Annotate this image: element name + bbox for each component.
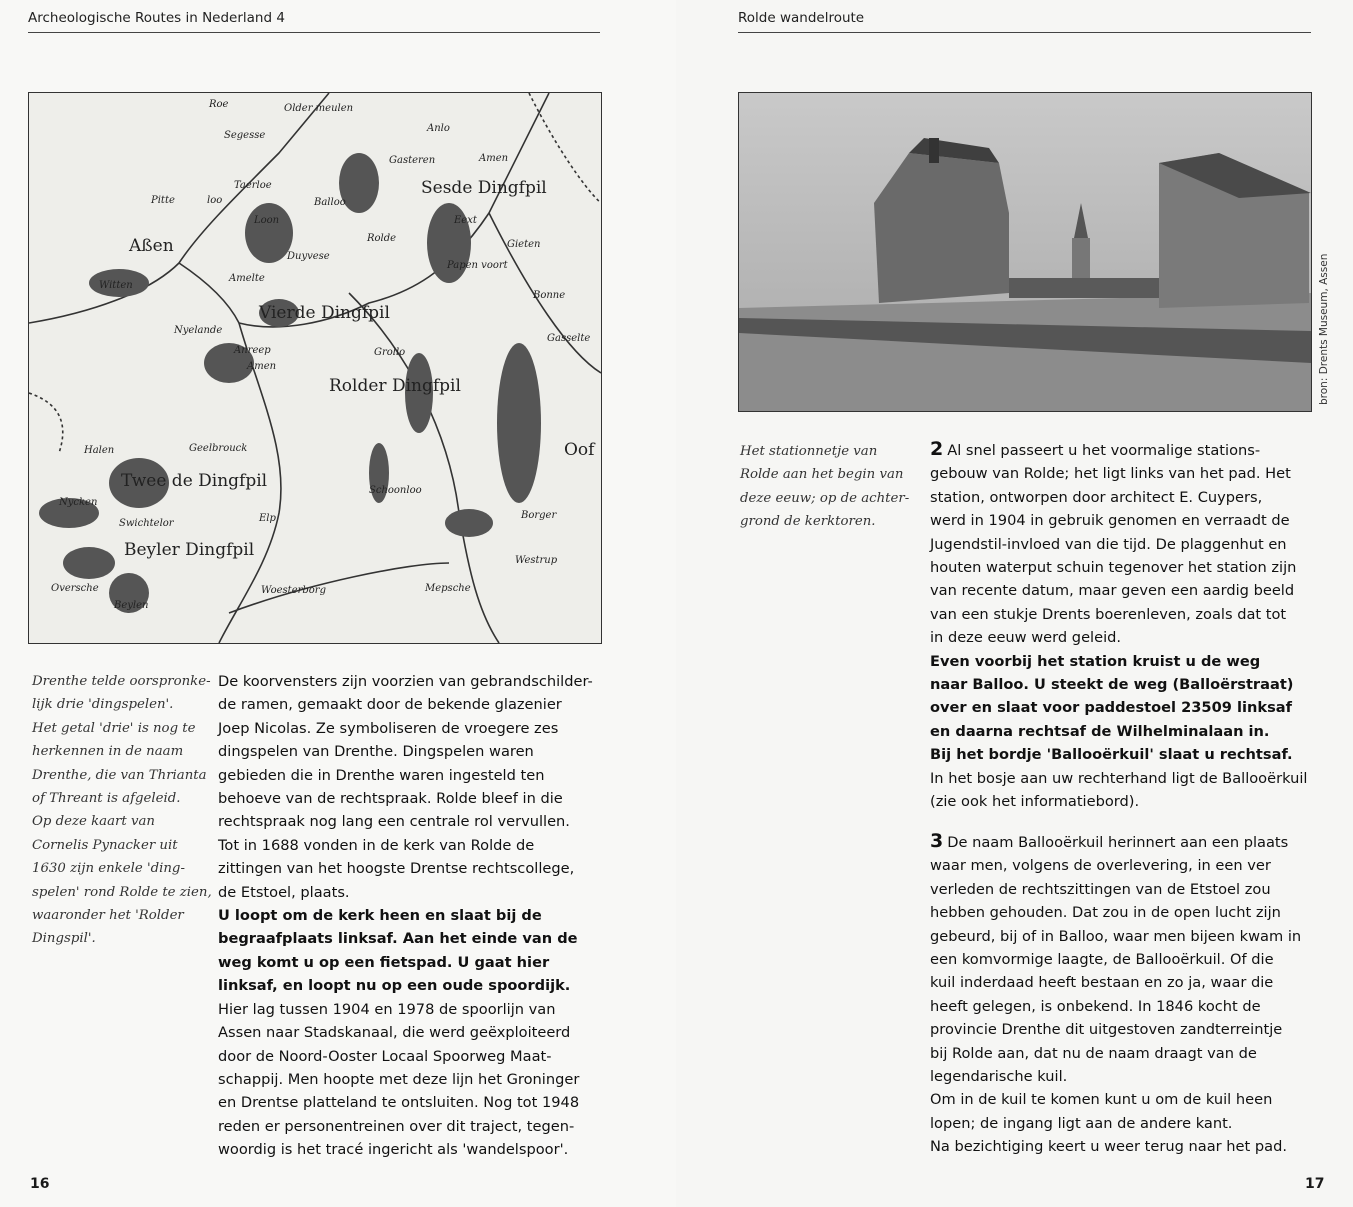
- map-label: Duyvese: [287, 251, 330, 262]
- section-2: [930, 438, 1307, 814]
- line-text: hebben gehouden. Dat zou in de open lucht zijn: [930, 904, 1281, 922]
- map-label: Amen: [479, 153, 509, 164]
- line-text: lopen; de ingang ligt aan de andere kant.: [930, 1114, 1233, 1132]
- section-number: 2: [930, 438, 944, 460]
- map-label: Westrup: [515, 555, 558, 566]
- map-label: Gasselte: [547, 333, 591, 344]
- line-text: U loopt om de kerk heen en slaat bij de: [218, 907, 542, 925]
- line-text: door de Noord-Ooster Locaal Spoorweg Maat-: [218, 1047, 552, 1065]
- line-text: houten waterput schuin tegenover het station zijn: [930, 559, 1297, 577]
- map-drawing: [29, 93, 601, 643]
- body-text-line: [218, 834, 593, 857]
- body-text-line: [218, 787, 593, 810]
- line-text: Even voorbij het station kruist u de weg: [930, 652, 1261, 670]
- map-label: Aßen: [129, 236, 174, 256]
- page-number: 17: [1305, 1176, 1325, 1192]
- map-label: Nycken: [59, 497, 98, 508]
- line-text: begraafplaats linksaf. Aan het einde van de: [218, 930, 578, 948]
- map-label: Bonne: [533, 290, 566, 301]
- body-text-line: [930, 438, 1307, 462]
- body-text-line: [218, 693, 593, 716]
- line-text: en Drentse platteland te ontsluiten. Nog tot 1948: [218, 1094, 580, 1112]
- header-rule: [738, 32, 1311, 33]
- line-text: heeft gelegen, is onbekend. In 1846 kocht de: [930, 997, 1261, 1015]
- header-rule: [28, 32, 600, 33]
- body-text-line: [218, 1091, 593, 1114]
- body-text-line: [930, 948, 1301, 971]
- body-text-line: [930, 901, 1301, 924]
- caption-line: Op deze kaart van: [32, 814, 155, 830]
- line-text: woordig is het tracé ingericht als 'wandelspoor'.: [218, 1141, 569, 1159]
- map-label: Eext: [454, 215, 477, 226]
- page-number: 16: [30, 1176, 50, 1192]
- line-text: Hier lag tussen 1904 en 1978 de spoorlijn van: [218, 1000, 556, 1018]
- line-text: Om in de kuil te komen kunt u om de kuil heen: [930, 1091, 1273, 1109]
- line-text: en daarna rechtsaf de Wilhelminalaan in.: [930, 722, 1270, 740]
- caption-line: 1630 zijn enkele 'ding-: [32, 861, 185, 877]
- body-text-line: [930, 790, 1307, 813]
- map-label: Oof: [564, 440, 595, 460]
- line-text: zittingen van het hoogste Drentse rechtscollege,: [218, 860, 575, 878]
- map-label: Grollo: [374, 347, 406, 358]
- body-text-line: [930, 1042, 1301, 1065]
- caption-line: Dingspil'.: [32, 931, 96, 947]
- map-label: Vierde Dingfpil: [259, 303, 390, 323]
- map-label: Borger: [521, 510, 557, 521]
- map-label: Anlo: [427, 123, 450, 134]
- map-label: Older meulen: [284, 103, 354, 114]
- route-instruction-line: [930, 743, 1307, 766]
- map-label: Amelte: [229, 273, 265, 284]
- map-label: Segesse: [224, 130, 266, 141]
- body-text-line: [218, 881, 593, 904]
- map-label: Oversche: [51, 583, 99, 594]
- route-instruction-line: [930, 696, 1307, 719]
- caption-line: of Threant is afgeleid.: [32, 791, 181, 807]
- map-label: Twee de Dingfpil: [121, 471, 268, 491]
- line-text: gebeurd, bij of in Balloo, waar men bijeen kwam in: [930, 927, 1302, 945]
- running-head: Archeologische Routes in Nederland 4: [28, 10, 285, 26]
- map-label: Nyelande: [174, 325, 223, 336]
- body-text-line: [930, 1112, 1301, 1135]
- left-body-text: [218, 670, 593, 1162]
- caption-line: deze eeuw; op de achter-: [740, 490, 910, 506]
- line-text: Al snel passeert u het voormalige stations-: [947, 442, 1261, 459]
- map-label: Schoonloo: [369, 485, 422, 496]
- map-label: Woesterborg: [261, 585, 326, 596]
- line-text: linksaf, en loopt nu op een oude spoordijk.: [218, 977, 571, 995]
- caption-line: grond de kerktoren.: [740, 514, 876, 530]
- body-text-line: [930, 603, 1307, 626]
- map-label: Witten: [99, 280, 133, 291]
- body-text-line: [218, 764, 593, 787]
- map-label: Amen: [247, 361, 277, 372]
- map-label: Mepsche: [425, 583, 471, 594]
- line-text: schappij. Men hoopte met deze lijn het Groninger: [218, 1070, 580, 1088]
- caption-line: Het stationnetje van: [740, 444, 878, 459]
- line-text: kuil inderdaad heeft bestaan en zo ja, waar die: [930, 974, 1274, 992]
- map-label: Roe: [209, 99, 229, 110]
- body-text-line: [930, 971, 1301, 994]
- photo-caption: [740, 440, 909, 534]
- line-text: in deze eeuw werd geleid.: [930, 629, 1122, 647]
- section-2-text: [930, 438, 1307, 814]
- body-text-line: [930, 533, 1307, 556]
- body-text-line: [218, 1021, 593, 1044]
- route-instruction-line: [930, 720, 1307, 743]
- route-instruction-line: [930, 673, 1307, 696]
- body-text-line: [218, 1045, 593, 1068]
- map-label: Geelbrouck: [189, 443, 248, 454]
- body-text-line: [930, 462, 1307, 485]
- route-instruction-line: [218, 974, 593, 997]
- caption-line: Het getal 'drie' is nog te: [32, 720, 196, 736]
- line-text: gebouw van Rolde; het ligt links van het pad. Het: [930, 465, 1291, 483]
- body-text-line: [930, 486, 1307, 509]
- line-text: gebieden die in Drenthe waren ingesteld ten: [218, 766, 545, 784]
- line-text: bij Rolde aan, dat nu de naam draagt van de: [930, 1044, 1257, 1062]
- caption-line: Drenthe telde oorspronke-: [32, 674, 211, 689]
- map-label: Taerloe: [234, 180, 272, 191]
- body-text-line: [930, 1135, 1301, 1158]
- body-text-line: [218, 670, 593, 693]
- body-text-line: [218, 857, 593, 880]
- body-text-line: [930, 1088, 1301, 1111]
- map-label: Gieten: [507, 239, 541, 250]
- line-text: weg komt u op een fietspad. U gaat hier: [218, 953, 550, 971]
- line-text: Na bezichtiging keert u weer terug naar het pad.: [930, 1138, 1287, 1156]
- body-text-line: [218, 998, 593, 1021]
- body-text-line: [218, 1068, 593, 1091]
- line-text: Bij het bordje 'Ballooërkuil' slaat u rechtsaf.: [930, 746, 1293, 764]
- body-text-line: [930, 509, 1307, 532]
- route-instruction-line: [218, 927, 593, 950]
- map-caption: [32, 670, 212, 951]
- body-text-line: [218, 740, 593, 763]
- line-text: naar Balloo. U steekt de weg (Balloërstraat): [930, 676, 1294, 694]
- body-text-line: [930, 878, 1301, 901]
- body-text-line: [930, 854, 1301, 877]
- body-text-line: [930, 556, 1307, 579]
- route-instruction-line: [218, 904, 593, 927]
- line-text: (zie ook het informatiebord).: [930, 793, 1140, 811]
- line-text: legendarische kuil.: [930, 1068, 1068, 1086]
- map-label: Halen: [84, 445, 115, 456]
- caption-line: waaronder het 'Rolder: [32, 908, 184, 924]
- line-text: In het bosje aan uw rechterhand ligt de Ballooërkuil: [930, 769, 1308, 787]
- map-label: Rolder Dingfpil: [329, 376, 461, 396]
- line-text: de ramen, gemaakt door de bekende glazenier: [218, 696, 562, 714]
- line-text: werd in 1904 in gebruik genomen en verraadt de: [930, 512, 1290, 530]
- body-text-line: [930, 579, 1307, 602]
- line-text: een komvormige laagte, de Ballooërkuil. Of die: [930, 951, 1274, 969]
- station-photo: [738, 92, 1312, 412]
- map-label: Balloo: [314, 197, 346, 208]
- body-text-line: [218, 1138, 593, 1161]
- photo-credit: bron: Drents Museum, Assen: [1318, 253, 1330, 405]
- map-label: Pitte: [151, 195, 175, 206]
- left-page: [0, 0, 676, 1207]
- body-text-line: [930, 767, 1307, 790]
- body-text-line: [930, 1018, 1301, 1041]
- line-text: verleden de rechtszittingen van de Etstoel zou: [930, 880, 1271, 898]
- line-text: over en slaat voor paddestoel 23509 linksaf: [930, 699, 1292, 717]
- line-text: Jugendstil-invloed van die tijd. De plaggenhut en: [930, 535, 1287, 553]
- caption-line: herkennen in de naam: [32, 744, 184, 760]
- line-text: Joep Nicolas. Ze symboliseren de vroegere zes: [218, 719, 559, 737]
- map-label: Beyler Dingfpil: [124, 540, 255, 560]
- line-text: Tot in 1688 vonden in de kerk van Rolde de: [218, 836, 535, 854]
- body-text-line: [930, 626, 1307, 649]
- map-label: Gasteren: [389, 155, 436, 166]
- map-label: Beylen: [114, 600, 149, 611]
- line-text: De koorvensters zijn voorzien van gebrandschilder-: [218, 673, 593, 690]
- map-border: [29, 393, 63, 453]
- route-instruction-line: [218, 951, 593, 974]
- body-text-line: [930, 830, 1301, 854]
- body-text-line: [930, 925, 1301, 948]
- line-text: provincie Drenthe dit uitgestoven zandterreintje: [930, 1021, 1283, 1039]
- map-label: Swichtelor: [119, 518, 174, 529]
- map-label: Anreep: [234, 345, 271, 356]
- photo-drawing: [739, 93, 1311, 411]
- caption-line: Drenthe, die van Thrianta: [32, 767, 207, 783]
- line-text: De naam Ballooërkuil herinnert aan een plaats: [947, 834, 1289, 851]
- line-text: rechtspraak nog lang een centrale rol vervullen.: [218, 813, 570, 831]
- map-label: Rolde: [367, 233, 397, 244]
- line-text: waar men, volgens de overlevering, in een ver: [930, 857, 1271, 875]
- body-text-line: [218, 717, 593, 740]
- running-head: Rolde wandelroute: [738, 10, 865, 26]
- caption-line: lijk drie 'dingspelen'.: [32, 697, 174, 713]
- line-text: Assen naar Stadskanaal, die werd geëxploiteerd: [218, 1024, 571, 1042]
- body-text-line: [930, 995, 1301, 1018]
- section-3-text: [930, 830, 1301, 1159]
- line-text: van recente datum, maar geven een aardig beeld: [930, 582, 1295, 600]
- route-instruction-line: [930, 650, 1307, 673]
- caption-line: spelen' rond Rolde te zien,: [32, 884, 212, 900]
- line-text: van een stukje Drents boerenleven, zoals dat tot: [930, 605, 1287, 623]
- section-3: [930, 830, 1301, 1159]
- map-label: Loon: [254, 215, 280, 226]
- body-text-line: [218, 1115, 593, 1138]
- map-label: Papen voort: [447, 260, 508, 271]
- body-text-line: [218, 810, 593, 833]
- caption-line: Cornelis Pynacker uit: [32, 837, 178, 853]
- line-text: behoeve van de rechtspraak. Rolde bleef in die: [218, 790, 563, 808]
- map-road: [29, 93, 329, 323]
- line-text: reden er personentreinen over dit traject, tegen-: [218, 1117, 575, 1135]
- line-text: station, ontworpen door architect E. Cuypers,: [930, 488, 1263, 506]
- map-label: Elp: [259, 513, 276, 524]
- map-label: loo: [207, 195, 223, 206]
- caption-line: Rolde aan het begin van: [740, 467, 904, 483]
- map-label: Sesde Dingfpil: [421, 178, 547, 198]
- historic-map: [28, 92, 602, 644]
- section-number: 3: [930, 830, 944, 852]
- line-text: de Etstoel, plaats.: [218, 883, 350, 901]
- line-text: dingspelen van Drenthe. Dingspelen waren: [218, 743, 534, 761]
- body-text-line: [930, 1065, 1301, 1088]
